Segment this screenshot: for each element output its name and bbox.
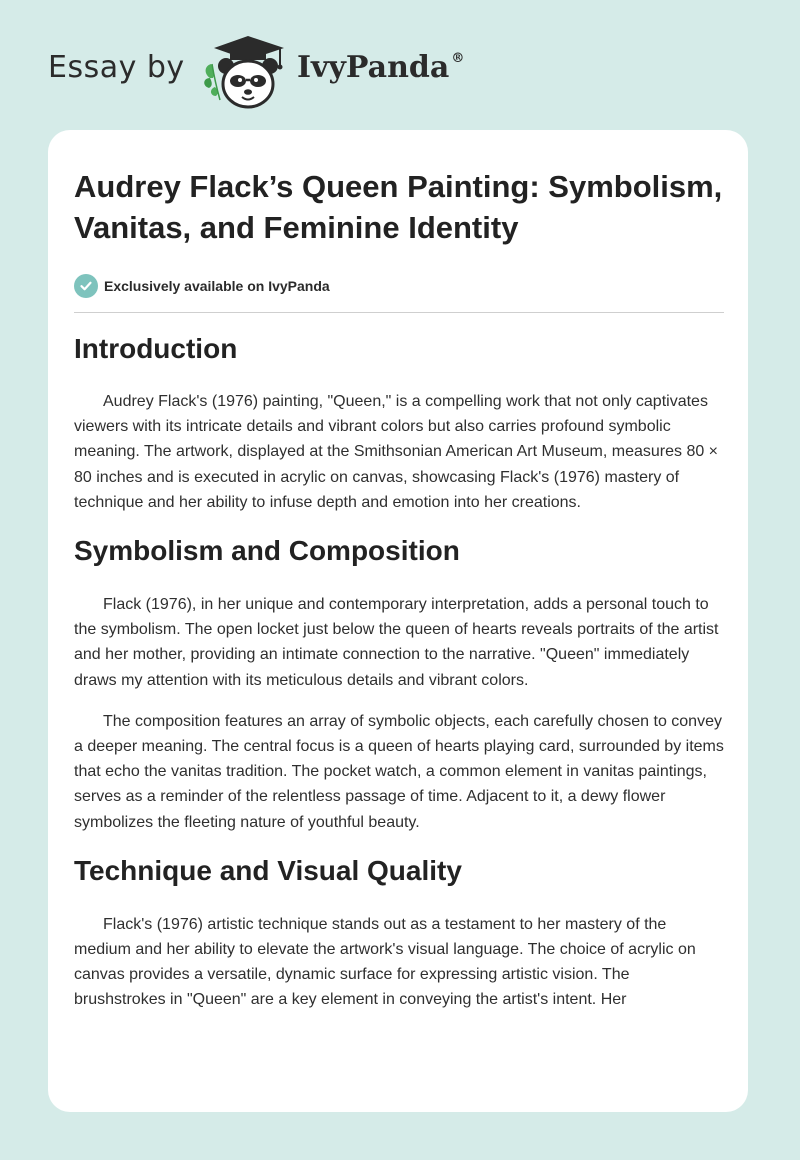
exclusive-badge-label: Exclusively available on IvyPanda — [104, 278, 330, 294]
section-heading-technique: Technique and Visual Quality — [74, 854, 462, 886]
check-circle-icon — [74, 274, 98, 298]
section-heading-symbolism: Symbolism and Composition — [74, 535, 460, 567]
essay-content — [74, 166, 724, 1013]
essay-card — [48, 130, 748, 1112]
title-divider — [74, 312, 724, 313]
panda-graduate-icon[interactable] — [200, 34, 288, 110]
paragraph: The composition features an array of symbolic objects, each carefully chosen to convey a deeper meaning. The central focus is a queen of hearts playing card, surrounded by items that echo the vanitas tradition. The pocket watch, a common element in vanitas paintings, serves as a reminder of the relentless passage of time. Adjacent to it, a dewy flower symbolizes the fleeting nature of youthful beauty. — [74, 712, 724, 831]
paragraph: Flack (1976), in her unique and contemporary interpretation, adds a personal touch to the symbolism. The open locket just below the queen of hearts reveals portraits of the artist and her mother, providing an intimate connection to the narrative. "Queen" immediately draws my attention with its meticulous details and vibrant colors. — [74, 596, 719, 689]
paragraph: Audrey Flack's (1976) painting, "Queen," is a compelling work that not only captivates viewers with its intricate details and vibrant colors but also carries profound symbolic meaning. The artwork, displayed at the Smithsonian American Art Museum, measures 80 × 80 inches and is executed in acrylic on canvas, showcasing Flack's (1976) mastery of technique and her ability to infuse depth and emotion into her creations. — [74, 393, 719, 511]
exclusive-badge — [74, 273, 724, 299]
essay-title: Audrey Flack’s Queen Painting: Symbolism, Vanitas, and Feminine Identity — [74, 169, 723, 245]
section-heading-introduction: Introduction — [74, 333, 238, 364]
trademark-symbol: ® — [451, 51, 465, 66]
site-header — [0, 0, 800, 130]
brand-name[interactable] — [297, 50, 464, 85]
paragraph: Flack's (1976) artistic technique stands out as a testament to her mastery of the medium and her ability to elevate the artwork's visual language. The choice of acrylic on canvas provides a versatile, dynamic surface for expressing artistic vision. The brushstrokes in "Queen" are a key element in conveying the artist's intent. Her — [74, 915, 696, 1009]
brand-name-text: IvyPanda — [297, 50, 450, 85]
essay-by-label: Essay by — [48, 50, 185, 85]
